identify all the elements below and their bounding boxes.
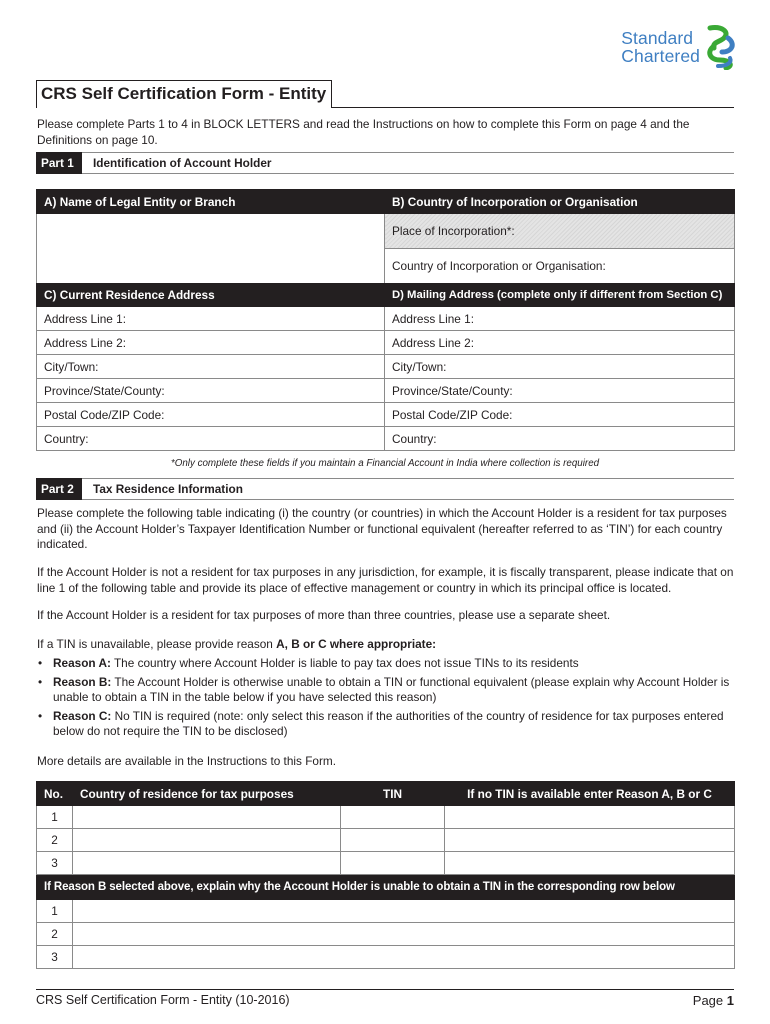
place-of-incorporation-field[interactable]: Place of Incorporation*: [385, 214, 735, 249]
row-number: 2 [37, 829, 73, 852]
reason-field-1[interactable] [445, 806, 735, 829]
row-number: 1 [37, 900, 73, 923]
mailing-province-field[interactable]: Province/State/County: [385, 379, 735, 403]
reason-b-item [37, 675, 734, 706]
reason-b-explanation-header: If Reason B selected above, explain why the Account Holder is unable to obtain a TIN in the corresponding row below [37, 875, 735, 900]
reason-b-explanation-field-1[interactable] [73, 900, 735, 923]
reason-field-2[interactable] [445, 829, 735, 852]
brand-name [621, 29, 700, 65]
page-label: Page [692, 993, 727, 1008]
tin-field-2[interactable] [341, 829, 445, 852]
section-b-header: B) Country of Incorporation or Organisation [385, 190, 735, 214]
more-details-text: More details are available in the Instructions to this Form. [37, 754, 336, 768]
tin-intro-text: If a TIN is unavailable, please provide reason [37, 637, 277, 651]
reason-a-item [37, 656, 734, 672]
row-number: 2 [37, 923, 73, 946]
residence-city-field[interactable]: City/Town: [37, 355, 385, 379]
row-number: 3 [37, 852, 73, 875]
footer-form-id: CRS Self Certification Form - Entity (10-2016) [36, 993, 290, 1007]
tax-residence-table [36, 781, 735, 969]
row-number: 1 [37, 806, 73, 829]
brand-name-line2: Chartered [621, 46, 700, 66]
brand-name-line1: Standard [621, 28, 694, 48]
standard-chartered-logo-icon [704, 24, 738, 70]
row-number: 3 [37, 946, 73, 969]
form-title-bar [36, 80, 734, 108]
reason-b-explanation-field-2[interactable] [73, 923, 735, 946]
reason-b-text: The Account Holder is otherwise unable to obtain a TIN or functional equivalent (please explain why Account Holder is unable to obtain a TIN in the table below if you have selected this reason) [53, 674, 730, 704]
col-country-header: Country of residence for tax purposes [73, 782, 341, 806]
part2-bar [36, 478, 734, 500]
page-number: 1 [726, 993, 734, 1008]
mailing-postal-code-field[interactable]: Postal Code/ZIP Code: [385, 403, 735, 427]
part2-paragraph-3: If the Account Holder is a resident for tax purposes of more than three countries, please use a separate sheet. [37, 608, 611, 622]
residence-postal-code-field[interactable]: Postal Code/ZIP Code: [37, 403, 385, 427]
country-of-incorporation-field[interactable]: Country of Incorporation or Organisation: [385, 249, 735, 284]
country-field-1[interactable] [73, 806, 341, 829]
india-footnote: *Only complete these fields if you maintain a Financial Account in India where collection is required [170, 458, 600, 469]
col-no-header: No. [37, 782, 73, 806]
reason-c-label: Reason C: [53, 708, 112, 723]
part2-label: Tax Residence Information [93, 482, 243, 496]
part2-paragraph-1: Please complete the following table indicating (i) the country (or countries) in which the Account Holder is a resident for tax purposes and (ii) the Account Holder’s Taxpayer Identification Number or functional equivalent (hereafter referred to as ‘TIN’) for each country indicated. [37, 506, 727, 551]
tin-unavailable-intro [37, 637, 734, 653]
part2-tag: Part 2 [36, 478, 82, 500]
col-tin-header: TIN [341, 782, 445, 806]
address-table [36, 283, 735, 451]
residence-province-field[interactable]: Province/State/County: [37, 379, 385, 403]
part1-bar [36, 152, 734, 174]
reason-c-text: No TIN is required (note: only select this reason if the authorities of the country of residence for tax purposes entered below do not require the TIN to be disclosed) [53, 708, 724, 738]
mailing-address-line1-field[interactable]: Address Line 1: [385, 307, 735, 331]
mailing-city-field[interactable]: City/Town: [385, 355, 735, 379]
tin-intro-bold: A, B or C where appropriate: [276, 637, 437, 651]
mailing-country-field[interactable]: Country: [385, 427, 735, 451]
reason-b-explanation-field-3[interactable] [73, 946, 735, 969]
entity-identification-table [36, 189, 735, 284]
reason-a-text: The country where Account Holder is liable to pay tax does not issue TINs to its residents [110, 656, 579, 670]
reason-b-label: Reason B: [53, 674, 112, 689]
brand-logo [621, 24, 738, 70]
tin-field-1[interactable] [341, 806, 445, 829]
part1-tag: Part 1 [36, 152, 82, 174]
footer-divider [36, 989, 734, 990]
intro-text: Please complete Parts 1 to 4 in BLOCK LETTERS and read the Instructions on how to complete this Form on page 4 and the Definitions on page 10. [37, 117, 690, 147]
reason-c-item [37, 709, 734, 740]
reason-a-label: Reason A: [53, 656, 111, 670]
section-a-header: A) Name of Legal Entity or Branch [37, 190, 385, 214]
tin-reasons [37, 656, 734, 743]
legal-entity-name-field[interactable] [37, 214, 385, 284]
footer-page [693, 993, 734, 1008]
mailing-address-line2-field[interactable]: Address Line 2: [385, 331, 735, 355]
part1-label: Identification of Account Holder [93, 156, 272, 170]
tin-field-3[interactable] [341, 852, 445, 875]
residence-address-line1-field[interactable]: Address Line 1: [37, 307, 385, 331]
residence-country-field[interactable]: Country: [37, 427, 385, 451]
reason-field-3[interactable] [445, 852, 735, 875]
residence-address-line2-field[interactable]: Address Line 2: [37, 331, 385, 355]
form-title: CRS Self Certification Form - Entity [36, 80, 332, 108]
col-reason-header: If no TIN is available enter Reason A, B or C [445, 782, 735, 806]
section-d-header: D) Mailing Address (complete only if different from Section C) [385, 284, 735, 307]
reasons-list [37, 656, 734, 740]
country-field-2[interactable] [73, 829, 341, 852]
part2-paragraph-2: If the Account Holder is not a resident for tax purposes in any jurisdiction, for example, it is fiscally transparent, please indicate that on line 1 of the following table and provide its place of effective management or country in which its principal office is located. [37, 565, 734, 595]
section-c-header: C) Current Residence Address [37, 284, 385, 307]
country-field-3[interactable] [73, 852, 341, 875]
